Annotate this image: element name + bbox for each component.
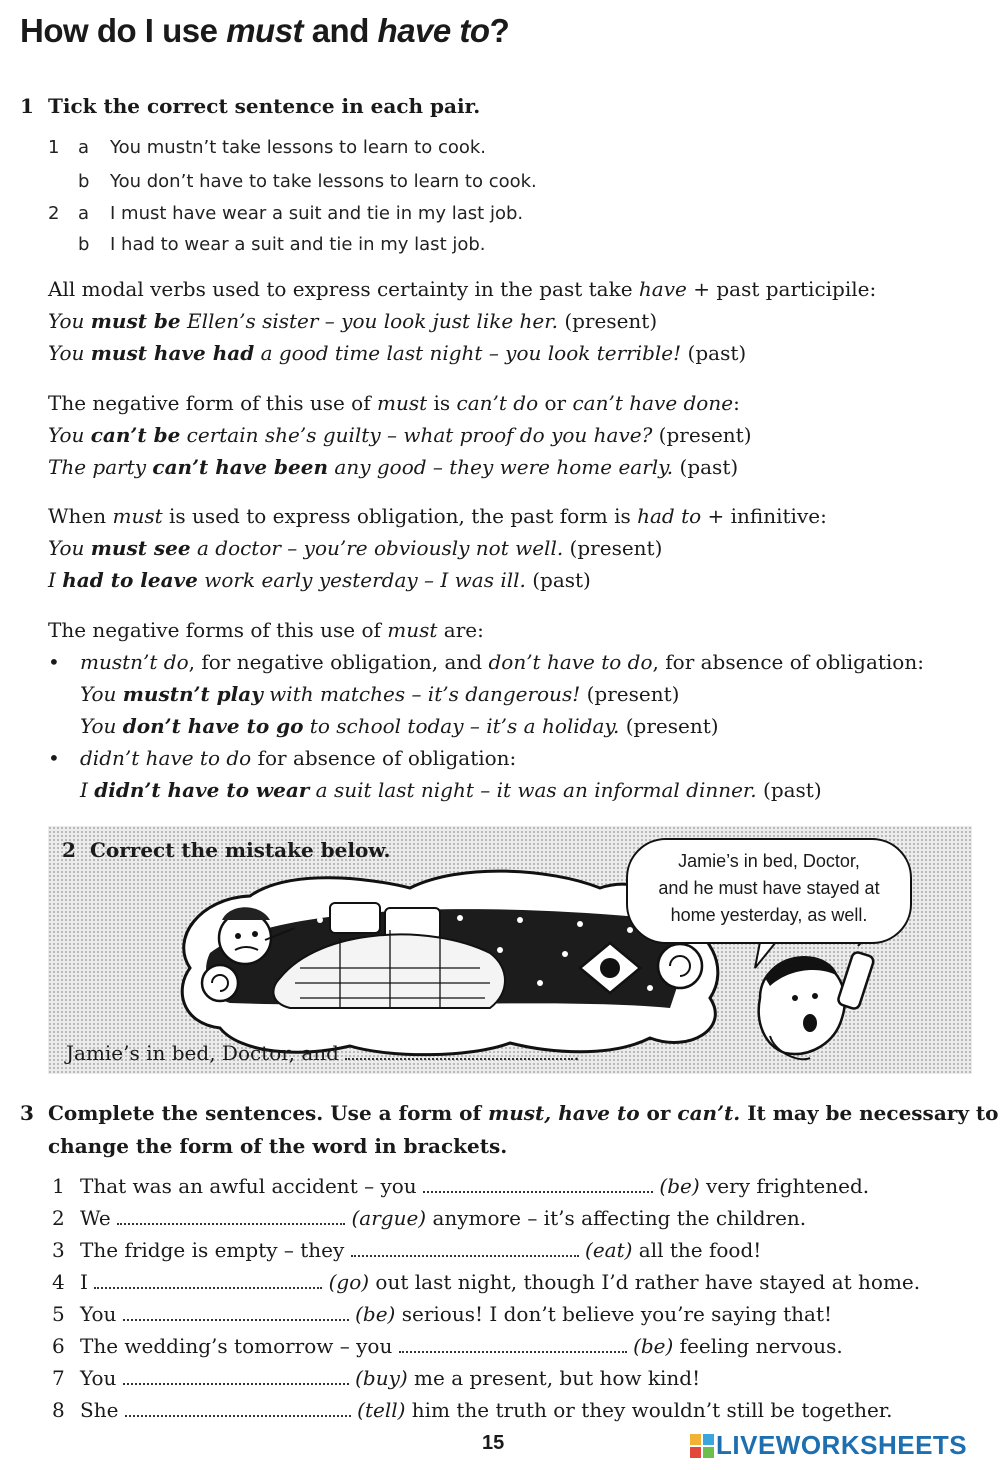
exercise-3-heading-line-2: change the form of the word in brackets. [48, 1134, 508, 1158]
liveworksheets-brand[interactable]: LIVEWORKSHEETS [690, 1430, 967, 1461]
answer-blank-4[interactable] [94, 1273, 322, 1289]
grammar-note-certainty: All modal verbs used to express certainty in the past take have + past participile: You must be Ellen’s sister – you look just like her. (present) You must have had a good time last night – you look terrible! (past) [48, 277, 877, 365]
answer-blank-1[interactable] [423, 1177, 653, 1193]
ex3-item-4: 4 I (go) out last night, though I’d rather have stayed at home. [52, 1270, 921, 1294]
answer-blank-2[interactable] [117, 1209, 345, 1225]
ex3-item-5: 5 You (be) serious! I don’t believe you’re saying that! [52, 1302, 833, 1326]
ex3-item-3: 3 The fridge is empty – they (eat) all the food! [52, 1238, 762, 1262]
answer-blank-7[interactable] [123, 1369, 349, 1385]
answer-input[interactable] [345, 1044, 573, 1060]
exercise-2-answer-line: Jamie’s in bed, Doctor, and . [66, 1041, 580, 1065]
answer-blank-8[interactable] [125, 1401, 351, 1417]
exercise-1-heading: 1 Tick the correct sentence in each pair. [20, 94, 481, 118]
bullet-1: • [48, 650, 60, 674]
ex1-item-2a[interactable]: 2 a I must have wear a suit and tie in my last job. [48, 203, 524, 224]
ex3-item-7: 7 You (buy) me a present, but how kind! [52, 1366, 701, 1390]
answer-blank-3[interactable] [351, 1241, 579, 1257]
ex3-item-6: 6 The wedding’s tomorrow – you (be) feeling nervous. [52, 1334, 843, 1358]
ex3-item-1: 1 That was an awful accident – you (be) very frightened. [52, 1174, 870, 1198]
grammar-note-negative-obligation: The negative forms of this use of must are: • mustn’t do, for negative obligation, and don’t have to do, for absence of obligation: You mustn’t play with matches – it’s dangerous! (present) You don’t have to go to school today – it’s a holiday. (present) • didn’t have to do for absence of obligation: I didn’t have to wear a suit last night – it was an informal dinner. (past) [48, 618, 924, 802]
answer-blank-6[interactable] [399, 1337, 627, 1353]
liveworksheets-logo-icon [690, 1434, 714, 1458]
grammar-note-obligation: When must is used to express obligation, the past form is had to + infinitive: You must see a doctor – you’re obviously not well. (present) I had to leave work early yesterday – I was ill. (past) [48, 504, 827, 592]
ex3-item-2: 2 We (argue) anymore – it’s affecting the children. [52, 1206, 807, 1230]
page-number: 15 [482, 1432, 505, 1454]
grammar-note-negative-certainty: The negative form of this use of must is can’t do or can’t have done: You can’t be certain she’s guilty – what proof do you have? (present) The party can’t have been any good – they were home early. (past) [48, 391, 752, 479]
ex1-item-1b[interactable]: b You don’t have to take lessons to learn to cook. [78, 171, 537, 192]
answer-blank-5[interactable] [123, 1305, 349, 1321]
speech-bubble: Jamie’s in bed, Doctor, and he must have stayed at home yesterday, as well. [626, 838, 912, 944]
ex1-item-2b[interactable]: b I had to wear a suit and tie in my last job. [78, 234, 486, 255]
bullet-2: • [48, 746, 60, 770]
ex3-item-8: 8 She (tell) him the truth or they wouldn’t still be together. [52, 1398, 893, 1422]
ex1-item-1a[interactable]: 1 a You mustn’t take lessons to learn to cook. [48, 137, 487, 158]
page-title: How do I use must and have to? [20, 12, 510, 49]
exercise-2-heading: 2 Correct the mistake below. [62, 838, 391, 862]
exercise-3-heading: 3 Complete the sentences. Use a form of must, have to or can’t. It may be necessary to [20, 1101, 999, 1125]
